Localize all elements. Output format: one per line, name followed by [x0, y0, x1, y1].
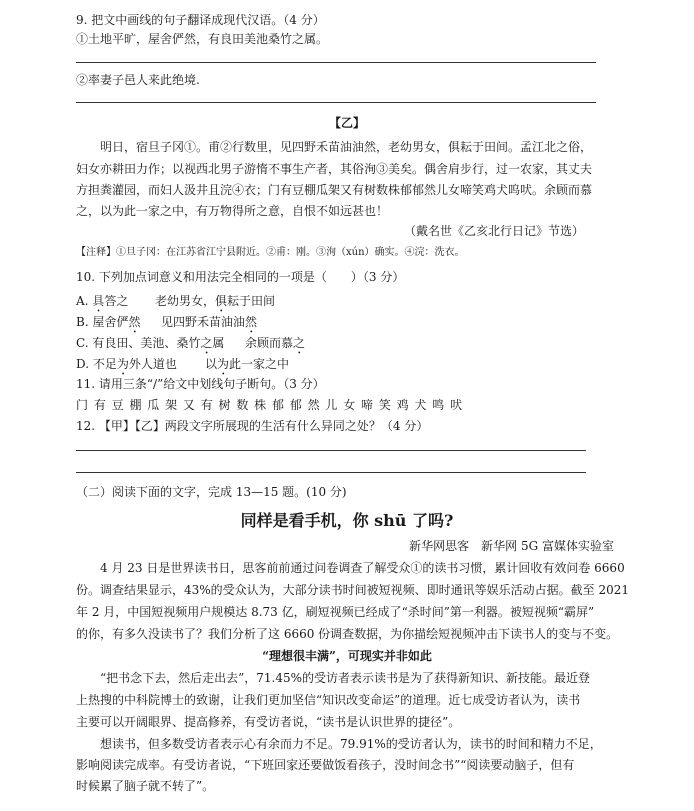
- q10-option-a[interactable]: [76, 293, 128, 315]
- article-line: 的你，有多久没读书了？我们分析了这 6660 份调查数据，为你描绘短视频冲击下读书人的变与不变。: [76, 627, 619, 641]
- article-title: 同样是看手机，你 shū 了吗?: [240, 511, 454, 530]
- section-intro: （二）阅读下面的文字，完成 13—15 题。(10 分): [76, 485, 347, 499]
- option-text: B. 屋舍俨: [76, 315, 129, 329]
- article-line: 影响阅读完成率。有受访者说，“下班回家还要做饭看孩子，没时间念书”“阅读要动脑子，但有: [76, 758, 575, 772]
- q10-option-d[interactable]: [76, 356, 177, 378]
- q10-option-a-compare: [155, 293, 275, 315]
- q11-sentence: 门 有 豆 棚 瓜 架 又 有 树 数 株 郁 郁 然 儿 女 啼 笑 鸡 犬 鸣 吠: [76, 398, 464, 412]
- article-line: 份。调查结果显示，43%的受众认为，大部分读书时间被短视频、即时通讯等娱乐活动占据。截至 2021: [76, 583, 630, 597]
- article-line: 上热搜的中科院博士的致谢，让我们更加坚信“知识改变命运”的道理。近七成受访者认为，读书: [76, 693, 581, 707]
- q9-item-1: ①土地平旷，屋舍俨然，有良田美池桑竹之属。: [76, 32, 329, 46]
- answer-line[interactable]: [76, 472, 586, 473]
- option-text: 见四野禾苗油油: [161, 315, 246, 329]
- option-text: 属: [212, 336, 225, 350]
- q10-option-c[interactable]: [76, 335, 224, 357]
- q10-option-b[interactable]: [76, 314, 140, 336]
- q10-option-d-compare: [205, 356, 289, 378]
- option-text: 外人道也: [128, 357, 177, 371]
- q10-option-c-compare: [245, 335, 305, 357]
- passage-line: 方担粪灌园，而妇人汲井且浣④衣；门有豆棚瓜架又有树数株郁郁然儿女啼笑鸡犬呜吠。余顾而慕: [76, 183, 593, 197]
- article-byline: 新华网思客 新华网 5G 富媒体实验室: [409, 539, 614, 553]
- option-text: 余顾而慕: [245, 336, 294, 350]
- option-text: C. 有良田、美池、桑竹: [76, 336, 201, 350]
- article-line: 想读书，但多数受访者表示心有余而力不足。79.91%的受访者认为，读书的时间和精力不足，: [100, 737, 602, 751]
- passage-line: 妇女亦耕田力作；以视西北男子游惰不事生产者，其俗洵③美矣。偶舍肩步行，过一农家，其丈夫: [76, 162, 593, 176]
- article-line: “把书念下去，然后走出去”，71.45%的受访者表示读书是为了获得新知识、新技能。最近登: [100, 671, 591, 685]
- option-text: 老幼男女，: [155, 294, 216, 308]
- dotted-word: 之: [293, 336, 306, 350]
- option-text: 以: [205, 357, 218, 371]
- passage-line: 明日，宿旦子冈①。甫②行数里，见四野禾苗油油然，老幼男女，俱耘于田间。孟江北之俗，: [100, 140, 593, 154]
- article-line: 主要可以开阔眼界、提高修养，有受访者说，“读书是认识世界的捷径”。: [76, 715, 461, 729]
- dotted-word: 为: [116, 357, 129, 371]
- passage-heading: 【乙】: [328, 116, 365, 130]
- passage-line: 之，以为此一家之中，有万物得所之意，自恨不如远甚也！: [76, 204, 389, 218]
- option-text: 答之: [104, 294, 129, 308]
- dotted-word: 之: [200, 336, 213, 350]
- q10-option-b-compare: [161, 314, 257, 336]
- option-text: 此一家之中: [229, 357, 290, 371]
- article-line: 时候累了脑子就不转了”。: [76, 779, 215, 793]
- dotted-word: 然: [128, 315, 141, 329]
- article-line: 年 2 月，中国短视频用户规模达 8.73 亿，刷短视频已经成了“杀时间”第一利器。被短视频“霸屏”: [76, 605, 595, 619]
- q9-stem: 9. 把文中画线的句子翻译成现代汉语。（4 分）: [76, 13, 325, 27]
- option-text: A.: [76, 294, 93, 308]
- dotted-word: 然: [245, 315, 258, 329]
- q12-stem: 12. 【甲】【乙】两段文字所展现的生活有什么异同之处？（4 分）: [76, 419, 429, 433]
- option-text: 耘于田间: [227, 294, 276, 308]
- passage-notes: 【注释】①旦子冈：在江苏省江宁县附近。②甫：刚。③洵（xún）确实。④浣：洗衣。: [76, 247, 465, 258]
- answer-line[interactable]: [76, 102, 596, 103]
- option-text: D. 不足: [76, 357, 117, 371]
- dotted-word: 俱: [215, 294, 228, 308]
- dotted-word: 具: [92, 294, 105, 308]
- answer-line[interactable]: [76, 450, 586, 451]
- q10-stem: 10. 下列加点词意义和用法完全相同的一项是（ ）（3 分）: [76, 270, 405, 284]
- q9-item-2: ②率妻子邑人来此绝境.: [76, 73, 200, 87]
- q11-stem: 11. 请用三条“/”给文中划线句子断句。（3 分）: [76, 377, 325, 391]
- article-line: 4 月 23 日是世界读书日，思客前前通过问卷调查了解受众①的读书习惯，累计回收有效问卷 6660: [100, 561, 625, 575]
- answer-line[interactable]: [76, 62, 596, 63]
- article-subheading: “理想很丰满”，可现实并非如此: [262, 649, 432, 663]
- dotted-word: 为: [217, 357, 230, 371]
- passage-source: （戴名世《乙亥北行日记》节选）: [403, 224, 584, 238]
